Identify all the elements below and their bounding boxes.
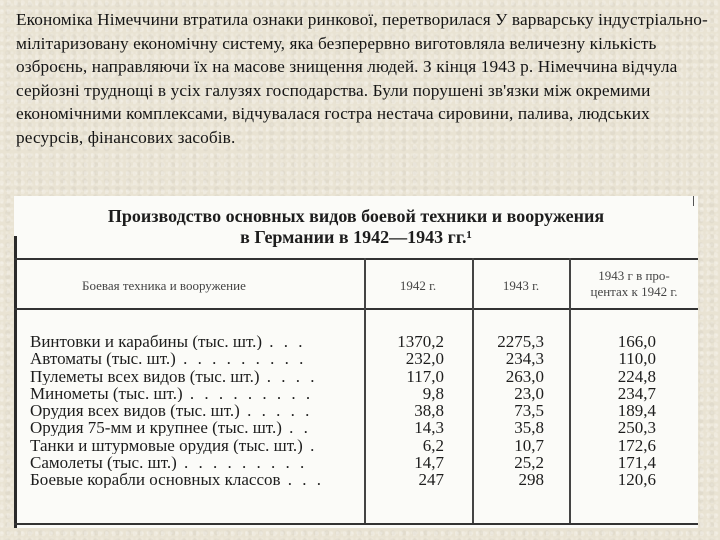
table-row xyxy=(14,419,698,436)
value-1942: 38,8 xyxy=(414,401,444,421)
row-label xyxy=(30,437,360,454)
value-percent: 110,0 xyxy=(618,349,656,369)
row-name: Минометы (тыс. шт.) xyxy=(30,384,183,402)
value-percent: 234,7 xyxy=(617,383,656,403)
value-1943: 25,2 xyxy=(514,453,544,473)
row-name: Орудия всех видов (тыс. шт.) xyxy=(30,402,240,420)
scan-edge-mark xyxy=(693,196,694,206)
row-label xyxy=(30,471,360,488)
row-name: Танки и штурмовые орудия (тыс. шт.) xyxy=(30,436,303,454)
table-row xyxy=(14,437,698,454)
value-1942: 247 xyxy=(418,470,444,490)
header-percent xyxy=(571,268,697,300)
header-percent-line-1: 1943 г в про- xyxy=(598,268,670,283)
value-1943: 263,0 xyxy=(505,366,544,386)
table-row xyxy=(14,368,698,385)
value-1942: 1370,2 xyxy=(397,332,444,351)
row-name: Пулеметы всех видов (тыс. шт.) xyxy=(30,367,260,385)
value-percent: 189,4 xyxy=(617,401,656,421)
value-1943: 23,0 xyxy=(514,383,544,403)
leader-dots: . . . . . . . . . xyxy=(175,350,307,368)
table-title xyxy=(14,206,698,248)
row-name: Самолеты (тыс. шт.) xyxy=(30,454,177,472)
table-title-line-2: в Германии в 1942—1943 гг.¹ xyxy=(240,227,472,247)
scanned-table-image xyxy=(14,196,698,528)
value-1943: 35,8 xyxy=(514,418,544,438)
value-percent: 250,3 xyxy=(617,418,656,438)
row-label xyxy=(30,454,360,471)
table-bottom-rule xyxy=(14,523,698,525)
table-body xyxy=(14,333,698,489)
value-1942: 6,2 xyxy=(422,435,444,455)
table-row xyxy=(14,333,698,350)
row-label xyxy=(30,368,360,385)
row-name: Орудия 75-мм и крупнее (тыс. шт.) xyxy=(30,419,282,437)
row-label xyxy=(30,385,360,402)
table-row xyxy=(14,385,698,402)
value-percent: 224,8 xyxy=(617,366,656,386)
leader-dots: . . xyxy=(281,419,311,437)
value-percent: 166,0 xyxy=(617,332,656,351)
header-1942: 1942 г. xyxy=(399,278,437,293)
leader-dots: . . . xyxy=(280,471,325,489)
table-title-line-1: Производство основных видов боевой техники и вооружения xyxy=(107,206,605,226)
leader-dots: . . . . . . . . . xyxy=(182,384,314,402)
table-row xyxy=(14,471,698,488)
value-1942: 117,0 xyxy=(406,366,444,386)
value-1942: 14,3 xyxy=(414,418,444,438)
leader-dots: . xyxy=(302,436,318,454)
value-1943: 234,3 xyxy=(505,349,544,369)
leader-dots: . . . . . xyxy=(239,402,313,420)
table-row xyxy=(14,350,698,367)
value-percent: 172,6 xyxy=(617,435,656,455)
header-equipment: Боевая техника и вооружение xyxy=(82,278,246,293)
value-1942: 232,0 xyxy=(405,349,444,369)
value-1943: 2275,3 xyxy=(497,332,544,351)
row-name: Винтовки и карабины (тыс. шт.) xyxy=(30,333,263,350)
value-1943: 73,5 xyxy=(514,401,544,421)
row-label xyxy=(30,402,360,419)
header-percent-line-2: центах к 1942 г. xyxy=(590,284,678,299)
value-1942: 14,7 xyxy=(414,453,444,473)
value-1943: 10,7 xyxy=(514,435,544,455)
header-1943: 1943 г. xyxy=(502,278,540,293)
table-top-rule xyxy=(14,258,698,260)
leader-dots: . . . . xyxy=(259,367,318,385)
value-percent: 120,6 xyxy=(617,470,656,490)
value-1943: 298 xyxy=(518,470,544,490)
intro-paragraph: Економіка Німеччини втратила ознаки ринкової, перетворилася У варварську індустріально-мілітаризовану економічну систему, яка безперервно виготовляла величезну кількість озброєнь, направляючи їх на масове знищення людей. З кінця 1943 р. Німеччина відчула серйозні труднощі в усіх галузях господарства. Були порушені зв'язки між окремими економічними комплексами, відчувалася гостра нестача сировини, палива, людських ресурсів, фінансових засобів. xyxy=(16,10,708,147)
row-label xyxy=(30,350,360,367)
table-header-rule xyxy=(14,308,698,310)
row-label xyxy=(30,419,360,436)
row-label xyxy=(30,333,360,350)
value-1942: 9,8 xyxy=(422,383,444,403)
leader-dots: . . . xyxy=(262,333,306,350)
table-row xyxy=(14,402,698,419)
leader-dots: . . . . . . . . . xyxy=(176,454,308,472)
row-name: Автоматы (тыс. шт.) xyxy=(30,350,176,368)
value-percent: 171,4 xyxy=(617,453,656,473)
row-name: Боевые корабли основных классов xyxy=(30,471,281,489)
table-row xyxy=(14,454,698,471)
